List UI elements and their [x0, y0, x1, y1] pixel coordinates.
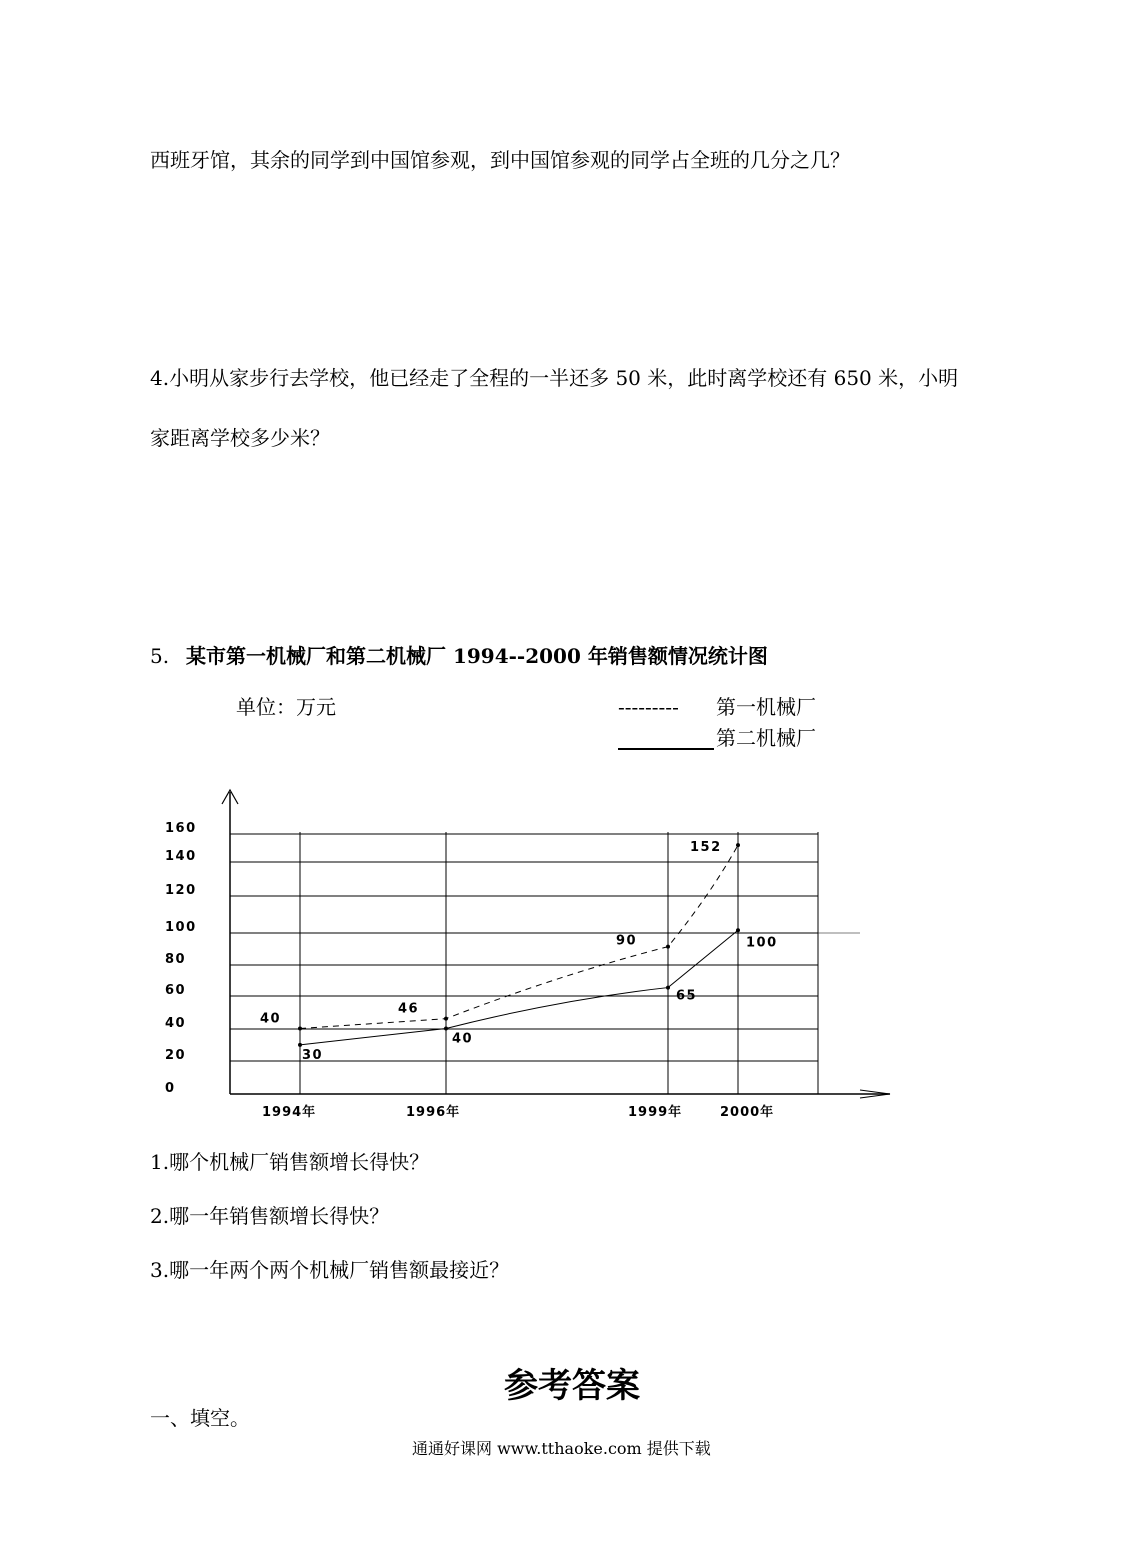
legend-solid-name: 第二机械厂 — [716, 726, 816, 750]
q3-tail-text: 西班牙馆，其余的同学到中国馆参观，到中国馆参观的同学占全班的几分之几？ — [150, 148, 850, 172]
x-tick-label: 1999年 — [628, 1105, 683, 1120]
q5-title: 某市第一机械厂和第二机械厂 1994--2000 年销售额情况统计图 — [186, 644, 768, 668]
sales-line-chart — [0, 780, 1122, 1140]
y-tick-label: 40 — [165, 1016, 187, 1031]
unit-label: 单位：万元 — [236, 695, 336, 719]
data-label: 30 — [302, 1047, 324, 1063]
x-tick-label: 2000年 — [720, 1105, 775, 1120]
data-point — [444, 1027, 448, 1031]
y-tick-labels — [165, 821, 197, 1096]
question-3: 3.哪一年两个两个机械厂销售额最接近？ — [150, 1258, 510, 1282]
x-tick-label: 1996年 — [406, 1105, 461, 1120]
data-label: 65 — [676, 988, 698, 1004]
data-point — [736, 928, 740, 932]
data-point — [298, 1043, 302, 1047]
data-label: 90 — [616, 933, 638, 949]
legend-dashed-name: 第一机械厂 — [716, 695, 816, 719]
data-point — [736, 843, 740, 847]
q5-number: 5. — [150, 644, 170, 668]
y-tick-label: 60 — [165, 983, 187, 998]
answers-title: 参考答案 — [504, 1366, 640, 1406]
data-point — [666, 945, 670, 949]
section-one-heading: 一、填空。 — [150, 1406, 250, 1430]
q4-line-2: 家距离学校多少米？ — [150, 426, 330, 450]
x-tick-labels — [262, 1104, 774, 1120]
chart-series — [298, 843, 740, 1047]
chart-grid — [230, 832, 860, 1094]
y-tick-label: 160 — [165, 821, 197, 836]
data-label: 152 — [690, 840, 722, 856]
data-point — [666, 986, 670, 990]
y-tick-label: 120 — [165, 883, 197, 898]
q4-line-1: 4.小明从家步行去学校，他已经走了全程的一半还多 50 米，此时离学校还有 650 米，小明 — [150, 366, 959, 390]
question-2: 2.哪一年销售额增长得快？ — [150, 1204, 390, 1228]
y-tick-label: 20 — [165, 1048, 187, 1063]
data-label: 100 — [746, 935, 778, 951]
y-tick-label: 140 — [165, 849, 197, 864]
data-point — [444, 1017, 448, 1021]
data-label: 40 — [260, 1011, 282, 1027]
footer-text: 通通好课网 www.tthaoke.com 提供下载 — [412, 1439, 711, 1458]
x-tick-label: 1994年 — [262, 1105, 317, 1120]
legend-solid-line — [618, 748, 714, 750]
data-label: 46 — [398, 1001, 420, 1017]
question-1: 1.哪个机械厂销售额增长得快？ — [150, 1150, 430, 1174]
series-line-first-factory — [300, 845, 738, 1028]
y-tick-label: 100 — [165, 920, 197, 935]
y-tick-label: 0 — [165, 1081, 176, 1096]
data-label: 40 — [452, 1031, 474, 1047]
series-line-second-factory — [300, 930, 738, 1045]
legend-dashed-marker: --------- — [618, 695, 679, 719]
y-tick-label: 80 — [165, 952, 187, 967]
data-point — [298, 1027, 302, 1031]
